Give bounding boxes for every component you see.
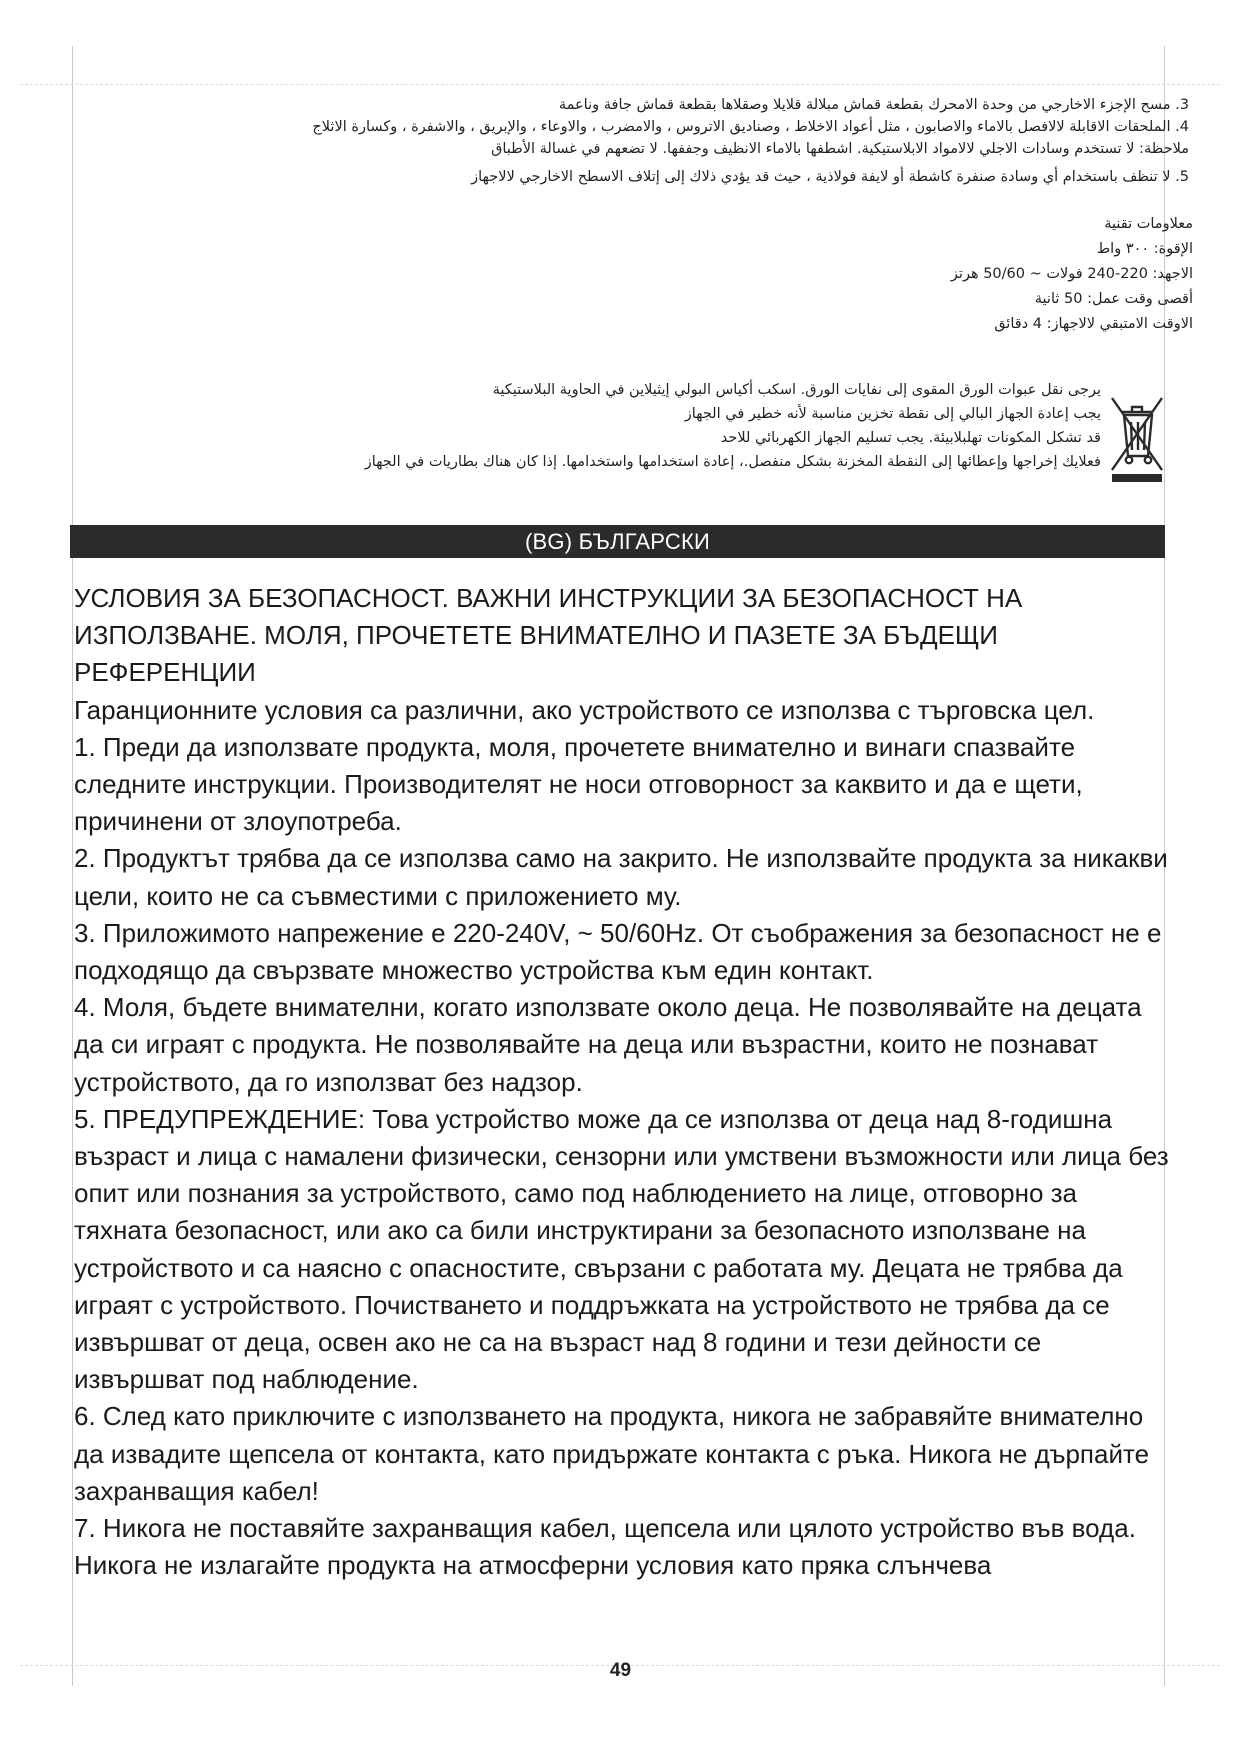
technical-info-line: أقصى وقت عمل: 50 ثانية <box>1034 291 1193 307</box>
safety-item-1: 1. Преди да използвате продукта, моля, прочетете внимателно и винаги спазвайте следните инструкции. Производителят не носи отговорност за каквито и да е щети, причинени от злоупотреба. <box>74 731 1083 837</box>
arabic-cleaning-line: 3. مسح الإجزء الاخارجي من وحدة الامحرك بقطعة قماش مبلالة قلايلا وصقلاها بقطعة قماش جافة وناعمة <box>558 97 1189 113</box>
safety-title: УСЛОВИЯ ЗА БЕЗОПАСНОСТ. ВАЖНИ ИНСТРУКЦИИ ЗА БЕЗОПАСНОСТ НА ИЗПОЛЗВАНЕ. МОЛЯ, ПРОЧЕТЕТЕ ВНИМАТЕЛНО И ПАЗЕТЕ ЗА БЪДЕЩИ РЕФЕРЕНЦИИ <box>74 583 1023 688</box>
warranty-paragraph: Гаранционните условия са различни, ако устройството се използва с търговска цел. <box>74 694 1095 725</box>
page-number: 49 <box>609 1660 632 1681</box>
left-frame-rule <box>72 46 73 1686</box>
safety-item-6: 6. След като приключите с използването на продукта, никога не забравяйте внимателно да извадите щепсела от контакта, като придържате контакта с ръка. Никога не дърпайте захранващия кабел! <box>74 1401 1150 1506</box>
arabic-cleaning-section <box>69 94 1189 188</box>
safety-item-4: 4. Моля, бъдете внимателни, когато използвате около деца. Не позволявайте на децата да си играят с продукта. Не позволявайте на деца или възрастни, които не познават устройството, да го използват без надзор. <box>74 992 1142 1097</box>
arabic-cleaning-line: 4. الملحقات الاقابلة لالافصل بالاماء والاصابون ، مثل أعواد الاخلاط ، وصناديق الاتروس ، والامضرب ، والاوعاء ، والإبريق ، والاشفرة ، وكسارة الاثلاج <box>312 119 1189 135</box>
arabic-technical-info <box>693 212 1193 337</box>
technical-info-line: الإقوة: ٣٠٠ واط <box>1096 241 1193 257</box>
arabic-cleaning-line: ملاحظة: لا تستخدم وسادات الاجلي لالامواد الابلاستيكية. اشطفها بالاماء الانظيف وجففها. لا تضعهم في غسالة الأطباق <box>491 141 1189 157</box>
arabic-cleaning-line: 5. لا تنظف باستخدام أي وسادة صنفرة كاشطة أو لايفة فولاذية ، حيث قد يؤدي ذلاك إلى إتلاف الاسطح الاخارجي لالاجهاز <box>471 169 1189 185</box>
language-section-banner: (BG) БЪЛГАРСКИ <box>70 525 1165 558</box>
recycling-line: قد تشكل المكونات تهلبلابيئة. يجب تسليم الجهاز الكهربائي للاحد <box>720 430 1101 446</box>
technical-info-heading: معلاومات تقنية <box>1104 216 1193 232</box>
technical-info-line: الاجهد: 220-240 فولات ~ 50/60 هرتز <box>950 266 1193 282</box>
bulgarian-safety-instructions <box>74 580 1169 1584</box>
safety-item-5: 5. ПРЕДУПРЕЖДЕНИЕ: Това устройство може да се използва от деца над 8-годишна възраст и лица с намалени физически, сензорни или умствени възможности или лица без опит или познания за устройството, само под наблюдението на лице, отговорно за тяхната безопасност, или ако са били инструктирани за безопасното използване на устройството и са наясно с опасностите, свързани с работата му. Децата не трябва да играят с устройството. Почистването и поддръжката на устройството не трябва да се извършват от деца, освен ако не са на възраст над 8 години и тези дейности се извършват под наблюдение. <box>74 1103 1169 1395</box>
safety-item-7: 7. Никога не поставяйте захранващия кабел, щепсела или цялото устройство във вода. Никога не излагайте продукта на атмосферни условия като пряка слънчева <box>74 1513 1136 1581</box>
technical-info-line: الاوقت الامتبقي لالاجهاز: 4 دقائق <box>994 316 1193 332</box>
crossed-out-wheeled-bin-icon <box>1108 384 1166 484</box>
top-frame-rule <box>20 84 1220 85</box>
recycling-line: يرجى نقل عبوات الورق المقوى إلى نفايات الورق. اسكب أكياس البولي إيثيلاين في الحاوية البلاستيكية <box>492 382 1101 398</box>
recycling-line: يجب إعادة الجهاز البالي إلى نقطة تخزين مناسبة لأنه خطير في الجهاز <box>684 406 1101 422</box>
safety-item-2: 2. Продуктът трябва да се използва само на закрито. Не използвайте продукта за никакви цели, които не са съвместими с приложението му. <box>74 843 1168 911</box>
arabic-recycling-notice <box>201 378 1101 474</box>
safety-item-3: 3. Приложимото напрежение е 220-240V, ~ 50/60Hz. От съображения за безопасност не е подходящо да свързвате множество устройства към един контакт. <box>74 917 1162 986</box>
recycling-line: فعلايك إخراجها وإعطائها إلى النقطة المخزنة بشكل منفصل.، إعادة استخدامها واستخدامها. إذا كان هناك بطاريات في الجهاز <box>364 454 1101 470</box>
